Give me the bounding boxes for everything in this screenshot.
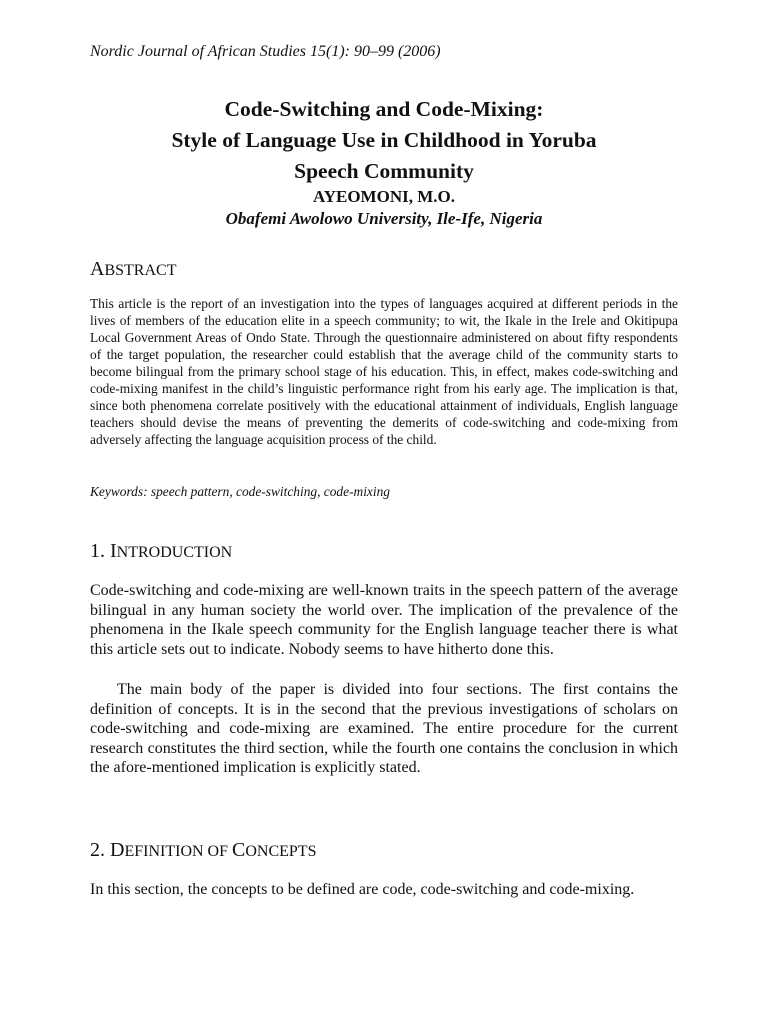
introduction-heading-rest: NTRODUCTION [116, 544, 233, 561]
abstract-heading-initial: A [90, 258, 105, 280]
title-line-1: Code-Switching and Code-Mixing: [224, 97, 544, 121]
definitions-heading-mid: EFINITION OF [124, 843, 232, 860]
abstract-heading [90, 257, 176, 283]
introduction-paragraph-1: Code-switching and code-mixing are well-known traits in the speech pattern of the average bilingual in any human society the world over. The implication of the prevalence of the phenomena in the Ikale speech community for the English language teacher there is what this article sets out to indicate. Nobody seems to have hitherto done this. [90, 582, 678, 658]
introduction-paragraph-2: The main body of the paper is divided into four sections. The first contains the definition of concepts. It is in the second that the previous investigations of scholars on code-switching and code-mixing are examined. The entire procedure for the current research constitutes the third section, while the fourth one contains the conclusion in which the afore-mentioned implication is explicitly stated. [90, 681, 678, 777]
introduction-heading [90, 539, 232, 565]
definitions-heading [90, 838, 316, 864]
abstract-heading-rest: BSTRACT [104, 262, 177, 279]
title-line-2: Style of Language Use in Childhood in Yoruba [171, 128, 597, 152]
paper-title-block [90, 94, 678, 230]
definitions-paragraph-1: In this section, the concepts to be defined are code, code-switching and code-mixing. [90, 881, 635, 898]
definitions-heading-initial: 2. D [90, 839, 125, 861]
author-name: AYEOMONI, M.O. [313, 187, 455, 206]
definitions-heading-c: C [232, 839, 246, 861]
author-affiliation: Obafemi Awolowo University, Ile-Ife, Nigeria [225, 209, 543, 228]
introduction-heading-initial: 1. I [90, 540, 117, 562]
title-line-3: Speech Community [294, 159, 474, 183]
journal-citation: Nordic Journal of African Studies 15(1): 90–99 (2006) [90, 43, 441, 60]
abstract-text: This article is the report of an investigation into the types of languages acquired at different periods in the lives of members of the education elite in a speech community; to wit, the Ikale in the Irele and Okitipupa Local Government Areas of Ondo State. Through the questionnaire administered on about fifty respondents of the target population, the researcher could establish that the average child of the community starts to become bilingual from the primary school stage of his education. This, in effect, makes code-switching and code-mixing manifest in the child’s linguistic performance right from his early age. The implication is that, since both phenomena correlate positively with the educational attainment of individuals, English language teachers should devise the means of preventing the demerits of code-switching and code-mixing from adversely affecting the language acquisition process of the child. [90, 296, 678, 447]
definitions-heading-rest: ONCEPTS [245, 843, 317, 860]
keywords: Keywords: speech pattern, code-switching, code-mixing [90, 484, 390, 499]
